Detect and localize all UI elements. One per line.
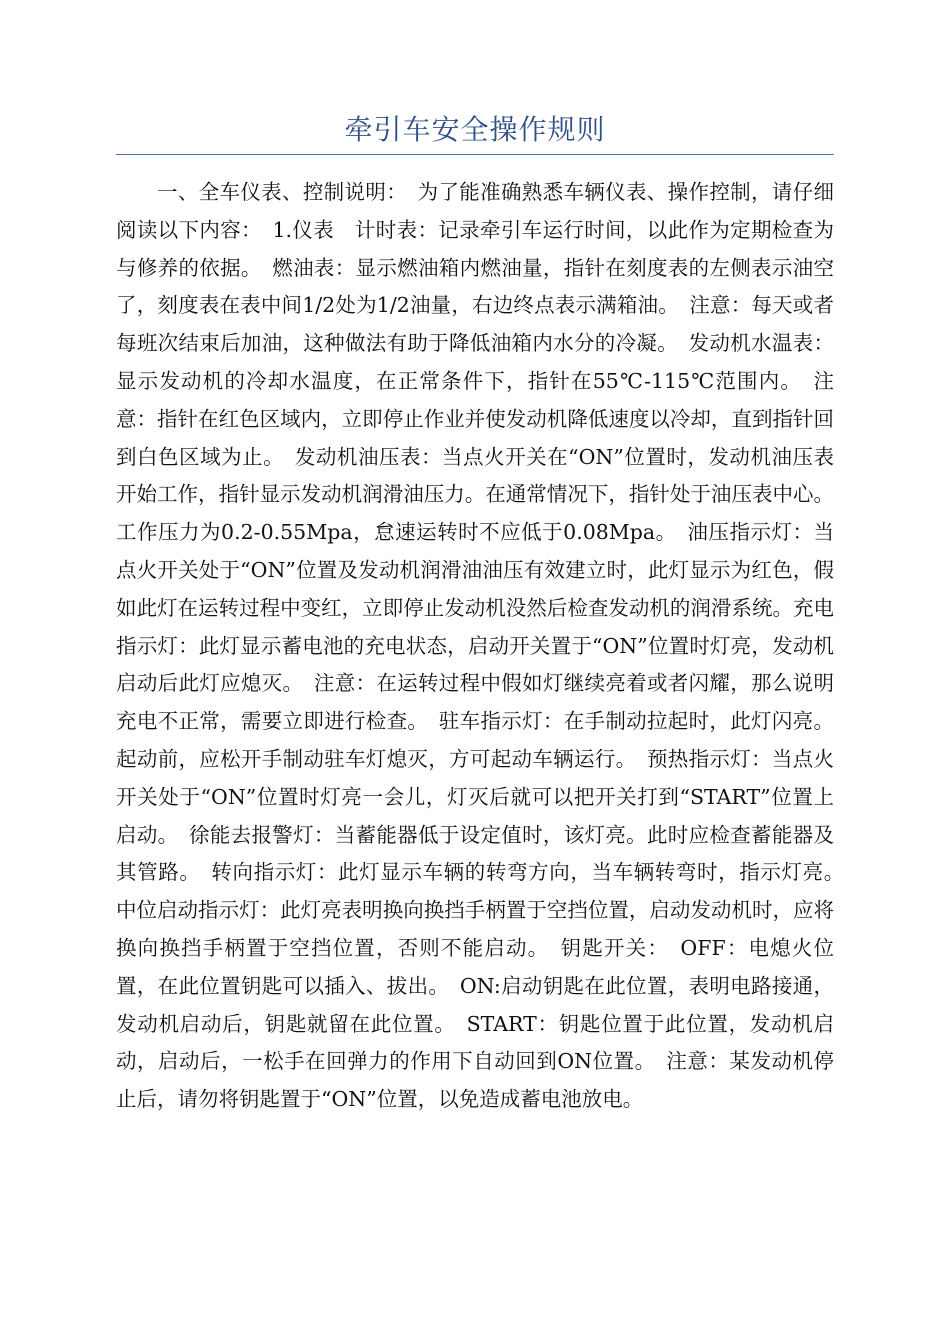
- page-title: 牵引车安全操作规则: [344, 113, 606, 146]
- title-underline: [116, 154, 834, 155]
- body-paragraph: 一、全车仪表、控制说明： 为了能准确熟悉车辆仪表、操作控制，请仔细阅读以下内容： 1.仪表 计时表：记录牵引车运行时间，以此作为定期检查为与修养的依据。 燃油表：显示燃油箱内燃油量，指针在刻度表的左侧表示油空了，刻度表在表中间1/2处为1/2油量，右边终点表示满箱油。 注意：每天或者每班次结束后加油，这种做法有助于降低油箱内水分的冷凝。 发动机水温表：显示发动机的冷却水温度，在正常条件下，指针在55℃-115℃范围内。 注意：指针在红色区域内，立即停止作业并使发动机降低速度以冷却，直到指针回到白色区域为止。 发动机油压表：当点火开关在“ON”位置时，发动机油压表开始工作，指针显示发动机润滑油压力。在通常情况下，指针处于油压表中心。工作压力为0.2-0.55Mpa，怠速运转时不应低于0.08Mpa。 油压指示灯：当点火开关处于“ON”位置及发动机润滑油油压有效建立时，此灯显示为红色，假如此灯在运转过程中变红，立即停止发动机没然后检查发动机的润滑系统。充电指示灯：此灯显示蓄电池的充电状态，启动开关置于“ON”位置时灯亮，发动机启动后此灯应熄灭。 注意：在运转过程中假如灯继续亮着或者闪耀，那么说明充电不正常，需要立即进行检查。 驻车指示灯：在手制动拉起时，此灯闪亮。起动前，应松开手制动驻车灯熄灭，方可起动车辆运行。 预热指示灯：当点火开关处于“ON”位置时灯亮一会儿，灯灭后就可以把开关打到“START”位置上启动。 徐能去报警灯：当蓄能器低于设定值时，该灯亮。此时应检查蓄能器及其管路。 转向指示灯：此灯显示车辆的转弯方向，当车辆转弯时，指示灯亮。 中位启动指示灯：此灯亮表明换向换挡手柄置于空挡位置，启动发动机时，应将换向换挡手柄置于空挡位置，否则不能启动。 钥匙开关： OFF：电熄火位置，在此位置钥匙可以插入、拔出。 ON:启动钥匙在此位置，表明电路接通，发动机启动后，钥匙就留在此位置。 START：钥匙位置于此位置，发动机启动，启动后，一松手在回弹力的作用下自动回到ON位置。 注意：某发动机停止后，请勿将钥匙置于“ON”位置，以免造成蓄电池放电。: [116, 180, 855, 1112]
